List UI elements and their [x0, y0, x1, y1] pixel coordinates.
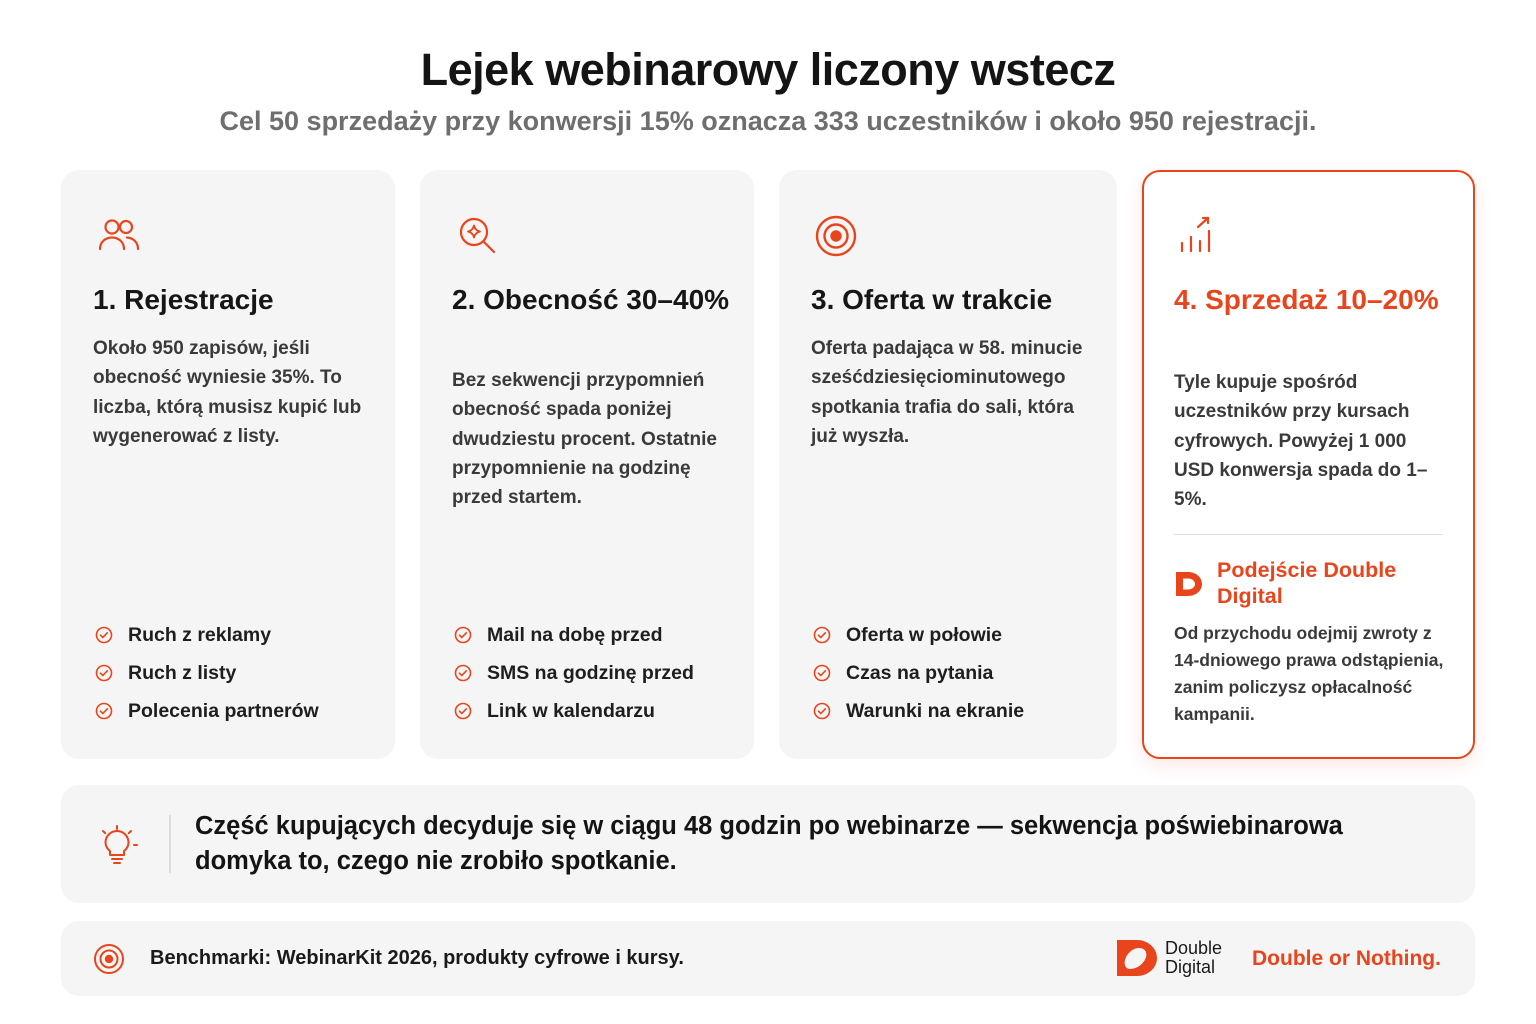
- check-circle-icon: [813, 626, 831, 644]
- list-item: [95, 654, 319, 692]
- check-circle-icon: [813, 664, 831, 682]
- list-item: [454, 692, 694, 730]
- step-description: Oferta padająca w 58. minucie sześćdziesięciominutowego spotkania trafia do sali, która już wyszła.: [811, 338, 1083, 447]
- list-item: [813, 692, 1024, 730]
- check-label: Mail na dobę przed: [487, 623, 663, 646]
- check-circle-icon: [95, 626, 113, 644]
- step-title: 4. Sprzedaż 10–20%: [1174, 284, 1439, 315]
- check-label: Ruch z reklamy: [128, 623, 272, 646]
- target-icon: [814, 213, 860, 259]
- check-circle-icon: [95, 664, 113, 682]
- lightbulb-icon: [97, 823, 139, 867]
- step-description: Bez sekwencji przypomnień obecność spada poniżej dwudziestu procent. Ostatnie przypomnienie na godzinę przed startem.: [452, 370, 717, 509]
- list-item: [95, 616, 319, 654]
- step-title: 1. Rejestracje: [93, 284, 274, 315]
- divider: [169, 815, 171, 873]
- double-digital-logo-icon: [1174, 570, 1204, 598]
- insight-banner: [61, 785, 1475, 903]
- footer: [61, 921, 1475, 996]
- checklist: [813, 616, 1024, 730]
- list-item: [813, 616, 1024, 654]
- check-label: Warunki na ekranie: [846, 699, 1025, 722]
- step-card-attendance: [420, 170, 754, 759]
- step-title: 2. Obecność 30–40%: [452, 284, 730, 315]
- check-label: Ruch z listy: [128, 661, 237, 684]
- brand-name: Double Digital: [1165, 938, 1223, 977]
- step-card-offer: [779, 170, 1117, 759]
- checklist: [454, 616, 694, 730]
- list-item: [454, 654, 694, 692]
- step-description: Około 950 zapisów, jeśli obecność wyniesie 35%. To liczba, którą musisz kupić lub wygenerować z listy.: [93, 338, 362, 447]
- check-circle-icon: [454, 664, 472, 682]
- approach-text: Od przychodu odejmij zwroty z 14-dniowego prawa odstąpienia, zanim policzysz opłacalność kampanii.: [1174, 623, 1444, 724]
- check-label: Link w kalendarzu: [487, 699, 655, 722]
- check-label: Oferta w połowie: [846, 623, 1003, 646]
- step-card-registrations: [61, 170, 395, 759]
- check-label: SMS na godzinę przed: [487, 661, 694, 684]
- step-title: 3. Oferta w trakcie: [811, 284, 1053, 315]
- divider: [1174, 534, 1443, 535]
- page-subtitle: Cel 50 sprzedaży przy konwersji 15% oznacza 333 uczestników i około 950 rejestracji.: [219, 106, 1317, 136]
- double-digital-logo-icon: [1115, 938, 1159, 978]
- list-item: [95, 692, 319, 730]
- search-sparkle-icon: [455, 213, 501, 259]
- users-icon: [96, 213, 142, 259]
- check-circle-icon: [95, 702, 113, 720]
- check-label: Polecenia partnerów: [128, 699, 319, 722]
- check-circle-icon: [454, 626, 472, 644]
- brand-slogan: Double or Nothing.: [1252, 947, 1441, 970]
- target-icon: [93, 943, 125, 975]
- check-label: Czas na pytania: [846, 661, 994, 684]
- page-title: Lejek webinarowy liczony wstecz: [420, 44, 1116, 95]
- list-item: [813, 654, 1024, 692]
- source-note: Benchmarki: WebinarKit 2026, produkty cyfrowe i kursy.: [150, 947, 684, 969]
- step-card-sales: [1142, 170, 1475, 759]
- check-circle-icon: [813, 702, 831, 720]
- approach-title: Podejście Double Digital: [1217, 558, 1397, 608]
- step-description: Tyle kupuje spośród uczestników przy kursach cyfrowych. Powyżej 1 000 USD konwersja spada do 1–5%.: [1174, 372, 1428, 511]
- insight-text: Część kupujących decyduje się w ciągu 48 godzin po webinarze — sekwencja poświebinarowa domyka to, czego nie zrobiło spotkanie.: [195, 812, 1343, 875]
- check-circle-icon: [454, 702, 472, 720]
- growth-chart-icon: [1174, 213, 1220, 259]
- checklist: [95, 616, 319, 730]
- list-item: [454, 616, 694, 654]
